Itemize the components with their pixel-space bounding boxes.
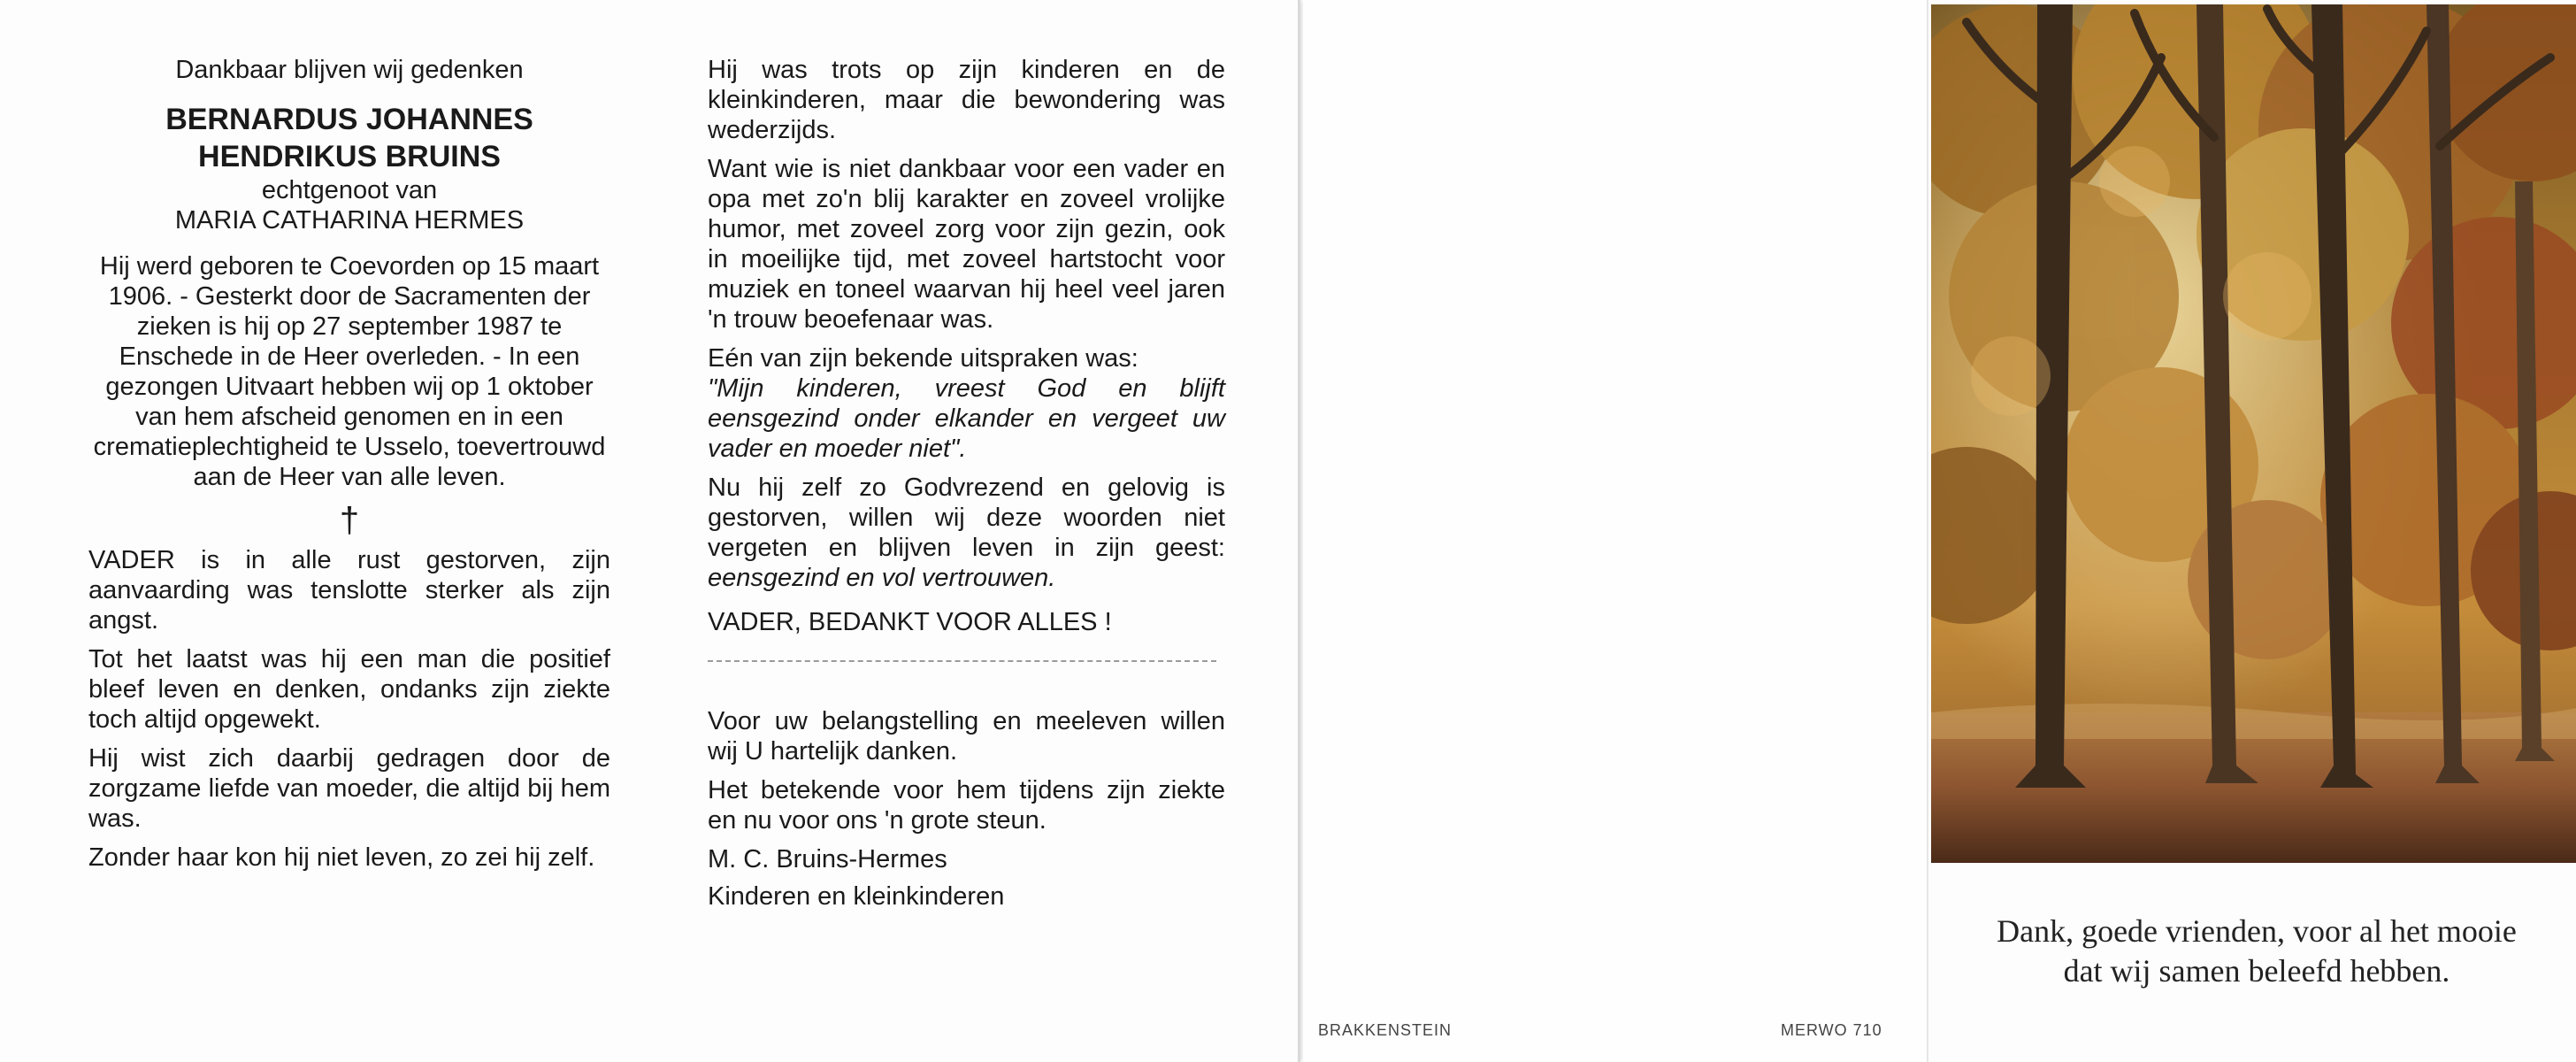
publisher-label: BRAKKENSTEIN [1318, 1021, 1453, 1039]
closing-paragraph [708, 473, 1225, 593]
spouse-intro: echtgenoot van [261, 176, 438, 204]
left-paragraph: Zonder haar kon hij niet leven, zo zei hij zelf. [88, 843, 595, 872]
card-back [1303, 0, 1927, 1062]
left-column [88, 55, 610, 881]
spouse-name: MARIA CATHARINA HERMES [174, 206, 525, 235]
gratitude-paragraph: Voor uw belangstelling en meeleven willen wij U hartelijk danken. [708, 707, 1225, 766]
product-code: MERWO 710 [1781, 1021, 1882, 1039]
biography-paragraph: Hij werd geboren te Coevorden op 15 maart 1906. - Gesterkt door de Sacramenten der zieken is hij op 27 september 1987 te Enschede in de Heer overleden. - In een gezongen Uitvaart hebben wij op 1 oktober van hem afscheid genomen en in een crematieplechtigheid te Usselo, toevertrouwd aan de Heer van alle leven. [93, 252, 606, 491]
closing-text: Nu hij zelf zo Godvrezend en gelovig is gestorven, willen wij deze woorden niet vergeten en blijven leven in zijn geest: [708, 473, 1225, 562]
left-paragraph: VADER is in alle rust gestorven, zijn aanvaarding was tenslotte sterker als zijn angst. [88, 546, 610, 635]
front-caption [1937, 912, 2576, 991]
closing-emphasis: eensgezind en vol vertrouwen. [708, 564, 1056, 592]
autumn-forest-photo [1931, 4, 2576, 863]
signature-spouse: M. C. Bruins-Hermes [708, 845, 947, 873]
saying-intro: Eén van zijn bekende uitspraken was: [708, 344, 1138, 373]
thanks-line: VADER, BEDANKT VOOR ALLES ! [708, 608, 1112, 636]
caption-line-1: Dank, goede vrienden, voor al het mooie [1997, 913, 2517, 949]
divider [708, 660, 1216, 662]
deceased-name-line-2: HENDRIKUS BRUINS [198, 140, 501, 173]
middle-column [708, 55, 1225, 912]
cross-icon: † [339, 501, 360, 540]
gratitude-paragraph: Het betekende voor hem tijdens zijn ziekte en nu voor ons 'n grote steun. [708, 776, 1225, 835]
signature-children: Kinderen en kleinkinderen [708, 882, 1005, 911]
left-paragraph: Tot het laatst was hij een man die positief bleef leven en denken, ondanks zijn ziekte toch altijd opgewekt. [88, 645, 610, 734]
saying-quote: "Mijn kinderen, vreest God en blijft eensgezind onder elkander en vergeet uw vader en moeder niet". [708, 374, 1225, 463]
caption-line-2: dat wij samen beleefd hebben. [2063, 953, 2450, 989]
middle-paragraph: Want wie is niet dankbaar voor een vader en opa met zo'n blij karakter en zoveel vrolijke humor, met zoveel zorg voor zijn gezin, ook in moeilijke tijd, met zoveel hartstocht voor muziek en toneel waarvan hij heel veel jaren 'n trouw beoefenaar was. [708, 155, 1225, 334]
deceased-name-line-1: BERNARDUS JOHANNES [165, 103, 533, 136]
memorial-heading: Dankbaar blijven wij gedenken [175, 56, 524, 84]
middle-paragraph: Hij was trots op zijn kinderen en de kleinkinderen, maar die bewondering was wederzijds. [708, 56, 1225, 144]
left-paragraph: Hij wist zich daarbij gedragen door de zorgzame liefde van moeder, die altijd bij hem was. [88, 744, 610, 833]
